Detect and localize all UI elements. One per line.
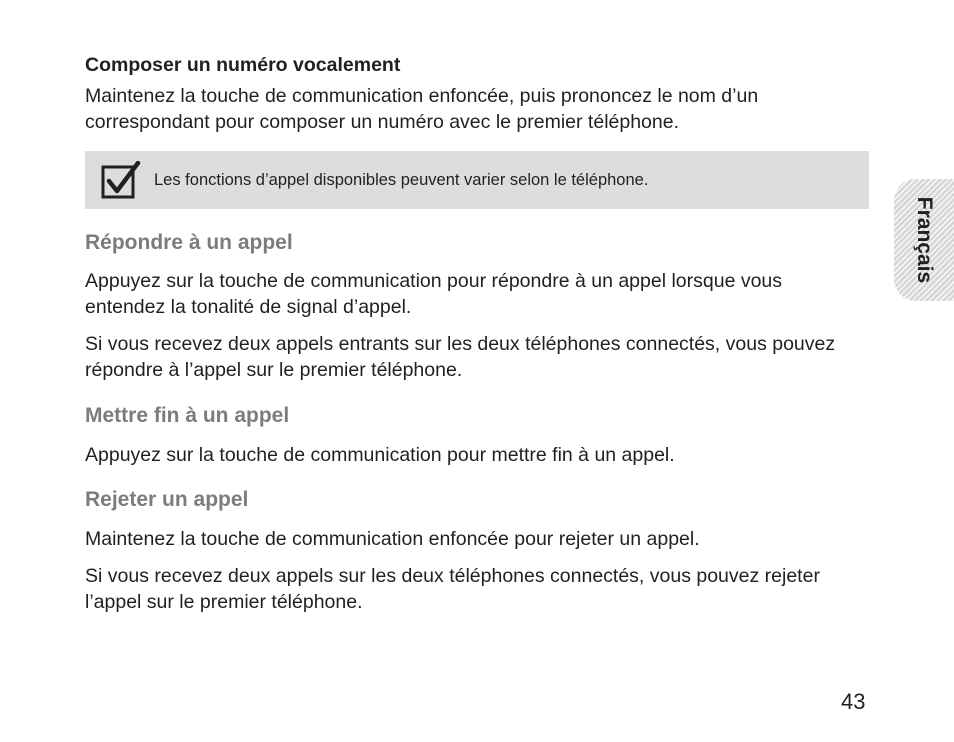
note-box <box>85 151 869 209</box>
language-side-tab-label: Français <box>913 196 936 284</box>
end-section-title: Mettre fin à un appel <box>85 404 290 427</box>
voice-dial-title: Composer un numéro vocalement <box>85 54 401 76</box>
reject-section-title: Rejeter un appel <box>85 488 249 511</box>
note-text: Les fonctions d’appel disponibles peuvent varier selon le téléphone. <box>154 171 649 189</box>
answer-paragraph-1: Appuyez sur la touche de communication pour répondre à un appel lorsque vous entendez la tonalité de signal d’appel. <box>85 270 783 318</box>
reject-paragraph-2: Si vous recevez deux appels sur les deux téléphones connectés, vous pouvez rejeter l’appel sur le premier téléphone. <box>85 565 820 613</box>
checkbox-check-icon <box>101 161 141 199</box>
answer-section-title: Répondre à un appel <box>85 231 293 254</box>
reject-paragraph-1: Maintenez la touche de communication enfoncée pour rejeter un appel. <box>85 528 700 550</box>
page-number: 43 <box>841 689 866 714</box>
voice-dial-body: Maintenez la touche de communication enfoncée, puis prononcez le nom d’un correspondant pour composer un numéro avec le premier téléphone. <box>85 85 759 133</box>
answer-paragraph-2: Si vous recevez deux appels entrants sur les deux téléphones connectés, vous pouvez répondre à l’appel sur le premier téléphone. <box>85 333 836 381</box>
language-side-tab <box>894 179 954 301</box>
end-paragraph-1: Appuyez sur la touche de communication pour mettre fin à un appel. <box>85 444 675 466</box>
